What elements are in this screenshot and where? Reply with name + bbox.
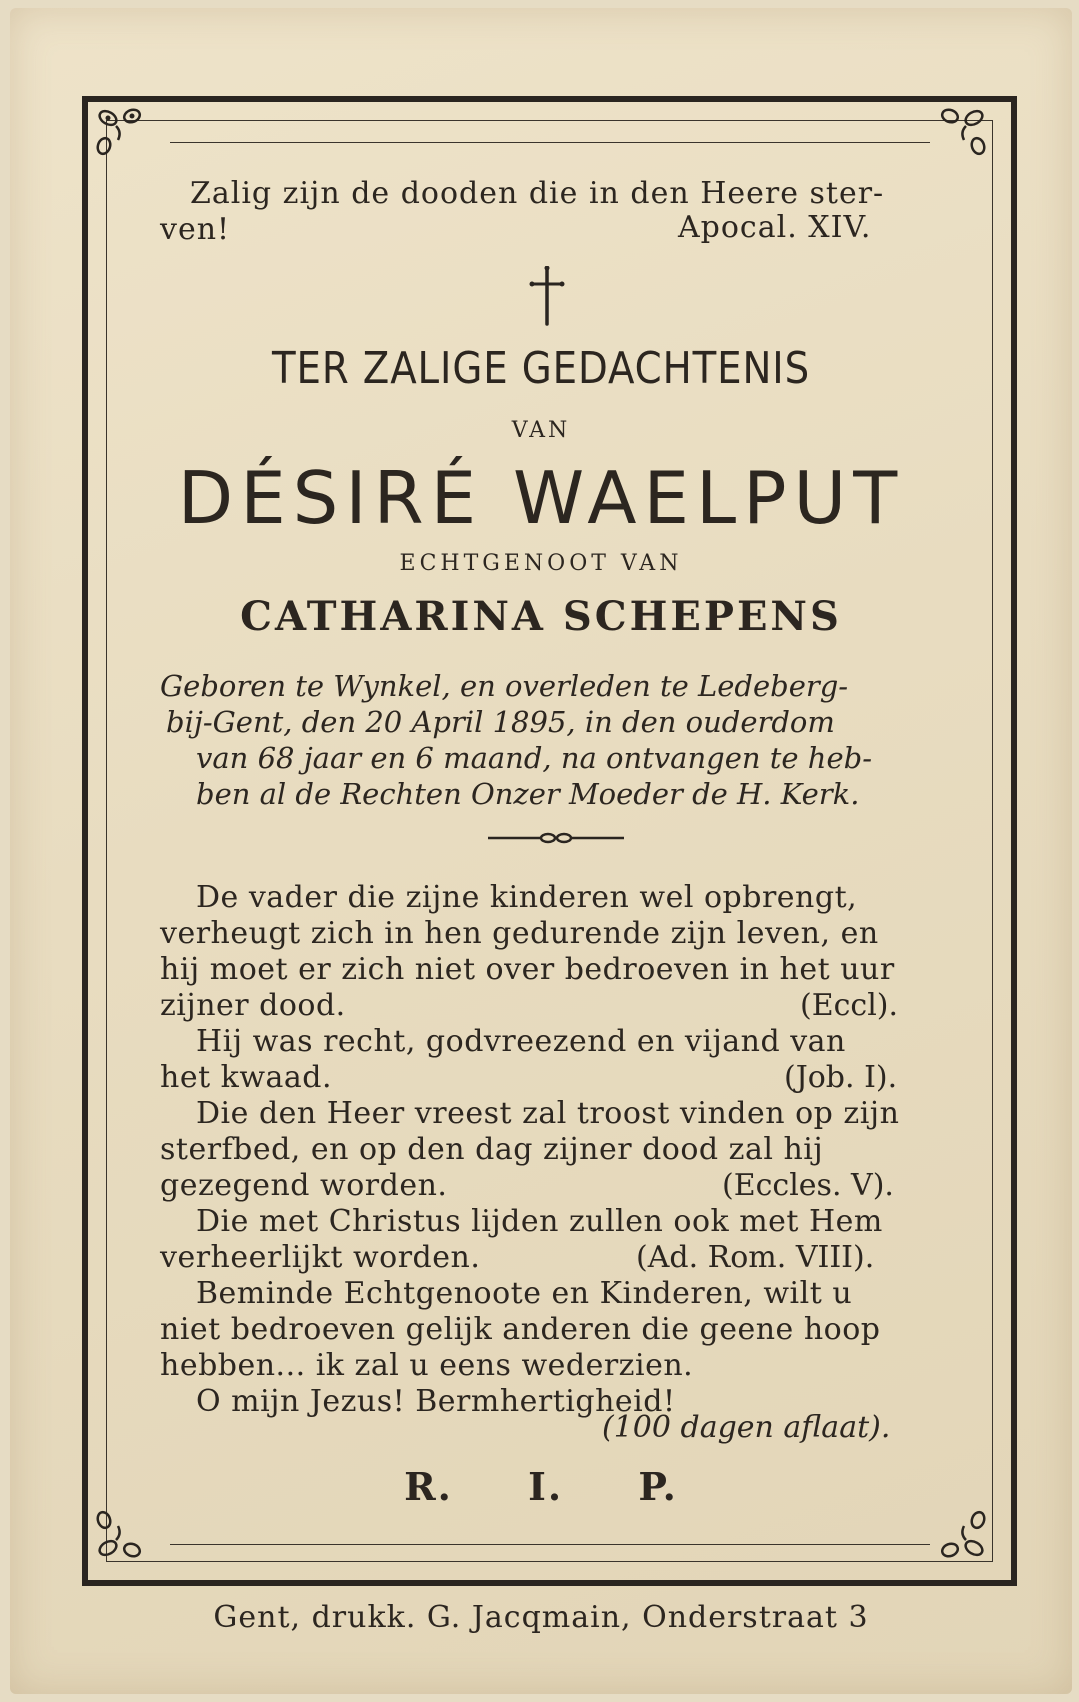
bio-line: bij-Gent, den 20 April 1895, in den ouderdom bbox=[166, 705, 835, 739]
bio-line: Geboren te Wynkel, en overleden te Ledeberg- bbox=[160, 669, 849, 703]
indulgence-note: (100 dagen aflaat). bbox=[602, 1410, 891, 1445]
verse-line: hebben... ik zal u eens wederzien. bbox=[160, 1348, 694, 1383]
verse-reference: (Job. I). bbox=[784, 1060, 898, 1095]
verse-line: Beminde Echtgenoote en Kinderen, wilt u bbox=[196, 1276, 853, 1311]
verse-line: Die den Heer vreest zal troost vinden op zijn bbox=[196, 1096, 900, 1131]
ornamental-rule-icon bbox=[488, 830, 624, 846]
verse-line: verheugt zich in hen gedurende zijn leven, en bbox=[160, 916, 879, 951]
verse-line: Die met Christus lijden zullen ook met Hem bbox=[196, 1204, 883, 1239]
psalm-line-1: Zalig zijn de dooden die in den Heere ster- bbox=[190, 176, 885, 211]
verse-line: De vader die zijne kinderen wel opbrengt, bbox=[196, 880, 858, 915]
verse-line: hij moet er zich niet over bedroeven in het uur bbox=[160, 952, 895, 987]
latin-cross-icon bbox=[529, 266, 565, 326]
floral-ornament-icon bbox=[930, 102, 994, 166]
psalm-line-2: ven! bbox=[160, 212, 231, 247]
deceased-name: DÉSIRÉ WAELPUT bbox=[177, 456, 905, 540]
bio-line: ben al de Rechten Onzer Moeder de H. Kerk. bbox=[196, 777, 860, 811]
verse-line: zijner dood. bbox=[160, 988, 346, 1023]
bottom-rule bbox=[170, 1544, 930, 1545]
verse-line: gezegend worden. bbox=[160, 1168, 448, 1203]
verse-line: het kwaad. bbox=[160, 1060, 333, 1095]
verse-line: Hij was recht, godvreezend en vijand van bbox=[196, 1024, 846, 1059]
spouse-label: ECHTGENOOT VAN bbox=[399, 551, 683, 576]
verse-reference: (Eccl). bbox=[800, 988, 899, 1023]
verse-line: sterfbed, en op den dag zijner dood zal hij bbox=[160, 1132, 824, 1167]
floral-ornament-icon bbox=[88, 102, 152, 166]
spouse-name: CATHARINA SCHEPENS bbox=[240, 593, 842, 640]
van-label: VAN bbox=[511, 418, 571, 443]
verse-line: verheerlijkt worden. bbox=[160, 1240, 481, 1275]
verse-line: O mijn Jezus! Bermhertigheid! bbox=[196, 1384, 676, 1419]
floral-ornament-icon bbox=[88, 1500, 152, 1564]
floral-ornament-icon bbox=[930, 1500, 994, 1564]
memorial-title: TER ZALIGE GEDACHTENIS bbox=[271, 343, 811, 394]
verse-line: niet bedroeven gelijk anderen die geene hoop bbox=[160, 1312, 881, 1347]
psalm-reference: Apocal. XIV. bbox=[678, 210, 872, 245]
rip-text: R. I. P. bbox=[404, 1464, 678, 1509]
verse-reference: (Eccles. V). bbox=[722, 1168, 894, 1203]
top-rule bbox=[170, 142, 930, 143]
memorial-card bbox=[10, 8, 1072, 1694]
printer-imprint: Gent, drukk. G. Jacqmain, Onderstraat 3 bbox=[213, 1600, 869, 1635]
verse-reference: (Ad. Rom. VIII). bbox=[636, 1240, 875, 1275]
bio-line: van 68 jaar en 6 maand, na ontvangen te heb- bbox=[196, 741, 873, 775]
